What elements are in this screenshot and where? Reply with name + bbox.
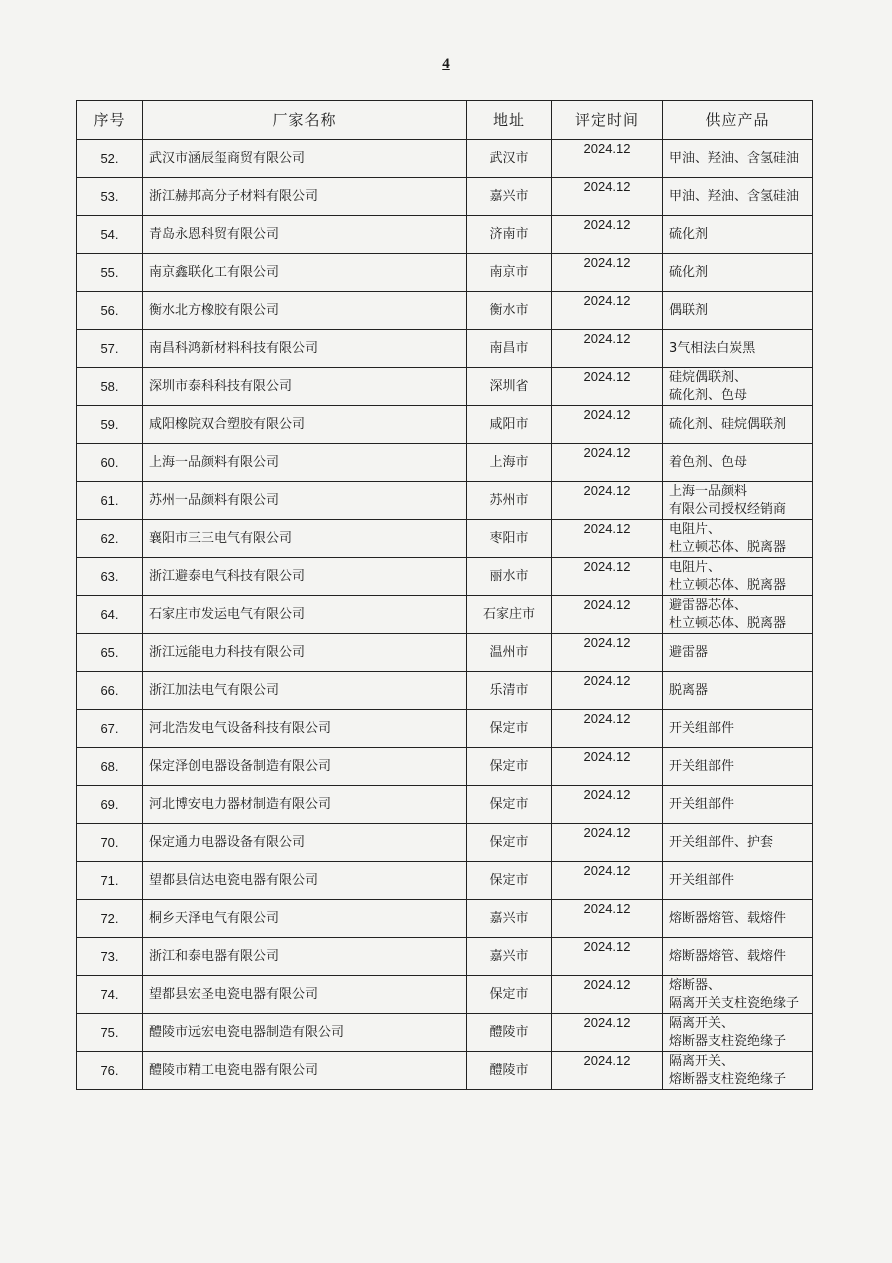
cell-name: 石家庄市发运电气有限公司 — [143, 596, 467, 634]
table-row — [77, 368, 813, 406]
supplier-table — [76, 100, 813, 1090]
header-address: 地址 — [467, 101, 552, 140]
cell-products: 偶联剂 — [663, 292, 813, 330]
cell-address: 嘉兴市 — [467, 900, 552, 938]
cell-products: 硫化剂 — [663, 254, 813, 292]
cell-products: 电阻片、 杜立顿芯体、脱离器 — [663, 520, 813, 558]
cell-date: 2024.12 — [552, 634, 663, 672]
cell-products: 开关组部件 — [663, 710, 813, 748]
cell-address: 醴陵市 — [467, 1052, 552, 1090]
cell-name: 河北博安电力器材制造有限公司 — [143, 786, 467, 824]
cell-name: 南京鑫联化工有限公司 — [143, 254, 467, 292]
cell-date: 2024.12 — [552, 254, 663, 292]
cell-date: 2024.12 — [552, 1052, 663, 1090]
cell-name: 襄阳市三三电气有限公司 — [143, 520, 467, 558]
cell-date: 2024.12 — [552, 140, 663, 178]
table-row — [77, 254, 813, 292]
cell-no: 59. — [77, 406, 143, 444]
cell-no: 54. — [77, 216, 143, 254]
cell-no: 76. — [77, 1052, 143, 1090]
cell-name: 保定泽创电器设备制造有限公司 — [143, 748, 467, 786]
cell-name: 青岛永恩科贸有限公司 — [143, 216, 467, 254]
cell-name: 武汉市涵辰玺商贸有限公司 — [143, 140, 467, 178]
cell-products: 硫化剂、硅烷偶联剂 — [663, 406, 813, 444]
cell-address: 深圳省 — [467, 368, 552, 406]
table-row — [77, 596, 813, 634]
header-date: 评定时间 — [552, 101, 663, 140]
cell-address: 保定市 — [467, 786, 552, 824]
cell-address: 苏州市 — [467, 482, 552, 520]
cell-date: 2024.12 — [552, 330, 663, 368]
cell-address: 济南市 — [467, 216, 552, 254]
cell-products: 电阻片、 杜立顿芯体、脱离器 — [663, 558, 813, 596]
cell-no: 53. — [77, 178, 143, 216]
cell-products: 着色剂、色母 — [663, 444, 813, 482]
cell-name: 浙江远能电力科技有限公司 — [143, 634, 467, 672]
cell-products: 避雷器芯体、 杜立顿芯体、脱离器 — [663, 596, 813, 634]
cell-date: 2024.12 — [552, 596, 663, 634]
cell-no: 61. — [77, 482, 143, 520]
table-row — [77, 1052, 813, 1090]
cell-date: 2024.12 — [552, 786, 663, 824]
cell-no: 63. — [77, 558, 143, 596]
header-products: 供应产品 — [663, 101, 813, 140]
cell-date: 2024.12 — [552, 1014, 663, 1052]
table-row — [77, 862, 813, 900]
header-no: 序号 — [77, 101, 143, 140]
cell-products: 开关组部件 — [663, 786, 813, 824]
cell-no: 65. — [77, 634, 143, 672]
cell-products: 熔断器熔管、载熔件 — [663, 900, 813, 938]
table-row — [77, 558, 813, 596]
cell-no: 64. — [77, 596, 143, 634]
cell-name: 南昌科鸿新材料科技有限公司 — [143, 330, 467, 368]
cell-date: 2024.12 — [552, 824, 663, 862]
cell-address: 南昌市 — [467, 330, 552, 368]
cell-address: 保定市 — [467, 824, 552, 862]
cell-date: 2024.12 — [552, 520, 663, 558]
cell-date: 2024.12 — [552, 862, 663, 900]
cell-date: 2024.12 — [552, 444, 663, 482]
header-name: 厂家名称 — [143, 101, 467, 140]
cell-name: 保定通力电器设备有限公司 — [143, 824, 467, 862]
cell-no: 67. — [77, 710, 143, 748]
cell-products: 甲油、羟油、含氢硅油 — [663, 178, 813, 216]
table-row — [77, 406, 813, 444]
cell-no: 75. — [77, 1014, 143, 1052]
cell-no: 69. — [77, 786, 143, 824]
cell-address: 保定市 — [467, 976, 552, 1014]
cell-name: 醴陵市精工电瓷电器有限公司 — [143, 1052, 467, 1090]
cell-address: 咸阳市 — [467, 406, 552, 444]
cell-no: 56. — [77, 292, 143, 330]
cell-date: 2024.12 — [552, 710, 663, 748]
table-row — [77, 672, 813, 710]
table-row — [77, 634, 813, 672]
cell-no: 72. — [77, 900, 143, 938]
cell-address: 嘉兴市 — [467, 178, 552, 216]
table-row — [77, 520, 813, 558]
cell-address: 武汉市 — [467, 140, 552, 178]
cell-no: 52. — [77, 140, 143, 178]
cell-address: 丽水市 — [467, 558, 552, 596]
cell-no: 57. — [77, 330, 143, 368]
table-row — [77, 900, 813, 938]
cell-products: 甲油、羟油、含氢硅油 — [663, 140, 813, 178]
cell-date: 2024.12 — [552, 900, 663, 938]
cell-no: 66. — [77, 672, 143, 710]
cell-address: 乐清市 — [467, 672, 552, 710]
cell-no: 55. — [77, 254, 143, 292]
cell-name: 浙江加法电气有限公司 — [143, 672, 467, 710]
cell-products: 隔离开关、 熔断器支柱瓷绝缘子 — [663, 1052, 813, 1090]
cell-name: 望都县宏圣电瓷电器有限公司 — [143, 976, 467, 1014]
cell-address: 保定市 — [467, 748, 552, 786]
cell-name: 深圳市泰科科技有限公司 — [143, 368, 467, 406]
page-number: 4 — [442, 56, 450, 72]
cell-date: 2024.12 — [552, 292, 663, 330]
table-header-row — [77, 101, 813, 140]
cell-date: 2024.12 — [552, 938, 663, 976]
cell-products: 熔断器熔管、载熔件 — [663, 938, 813, 976]
table-row — [77, 178, 813, 216]
cell-address: 上海市 — [467, 444, 552, 482]
table-row — [77, 710, 813, 748]
cell-date: 2024.12 — [552, 558, 663, 596]
cell-date: 2024.12 — [552, 368, 663, 406]
cell-date: 2024.12 — [552, 976, 663, 1014]
cell-date: 2024.12 — [552, 748, 663, 786]
cell-products: 脱离器 — [663, 672, 813, 710]
cell-products: 开关组部件 — [663, 862, 813, 900]
cell-products: 3气相法白炭黑 — [663, 330, 813, 368]
table-row — [77, 824, 813, 862]
table-row — [77, 1014, 813, 1052]
cell-date: 2024.12 — [552, 672, 663, 710]
table-row — [77, 444, 813, 482]
cell-products: 隔离开关、 熔断器支柱瓷绝缘子 — [663, 1014, 813, 1052]
cell-address: 保定市 — [467, 710, 552, 748]
cell-no: 73. — [77, 938, 143, 976]
cell-products: 熔断器、 隔离开关支柱瓷绝缘子 — [663, 976, 813, 1014]
table-row — [77, 786, 813, 824]
cell-name: 苏州一品颜料有限公司 — [143, 482, 467, 520]
cell-name: 桐乡天泽电气有限公司 — [143, 900, 467, 938]
cell-date: 2024.12 — [552, 482, 663, 520]
cell-address: 南京市 — [467, 254, 552, 292]
cell-no: 60. — [77, 444, 143, 482]
table-row — [77, 748, 813, 786]
cell-name: 咸阳橡院双合塑胶有限公司 — [143, 406, 467, 444]
cell-name: 醴陵市远宏电瓷电器制造有限公司 — [143, 1014, 467, 1052]
cell-address: 醴陵市 — [467, 1014, 552, 1052]
cell-products: 上海一品颜料 有限公司授权经销商 — [663, 482, 813, 520]
cell-no: 62. — [77, 520, 143, 558]
cell-no: 68. — [77, 748, 143, 786]
cell-address: 嘉兴市 — [467, 938, 552, 976]
table-row — [77, 938, 813, 976]
cell-name: 望都县信达电瓷电器有限公司 — [143, 862, 467, 900]
table-row — [77, 482, 813, 520]
cell-products: 开关组部件 — [663, 748, 813, 786]
cell-name: 浙江赫邦高分子材料有限公司 — [143, 178, 467, 216]
cell-date: 2024.12 — [552, 178, 663, 216]
table-row — [77, 292, 813, 330]
cell-products: 开关组部件、护套 — [663, 824, 813, 862]
cell-name: 浙江避泰电气科技有限公司 — [143, 558, 467, 596]
cell-products: 硅烷偶联剂、 硫化剂、色母 — [663, 368, 813, 406]
cell-name: 浙江和泰电器有限公司 — [143, 938, 467, 976]
cell-address: 枣阳市 — [467, 520, 552, 558]
cell-date: 2024.12 — [552, 406, 663, 444]
cell-address: 温州市 — [467, 634, 552, 672]
cell-products: 避雷器 — [663, 634, 813, 672]
cell-no: 71. — [77, 862, 143, 900]
cell-address: 石家庄市 — [467, 596, 552, 634]
cell-products: 硫化剂 — [663, 216, 813, 254]
cell-name: 衡水北方橡胶有限公司 — [143, 292, 467, 330]
cell-date: 2024.12 — [552, 216, 663, 254]
cell-address: 衡水市 — [467, 292, 552, 330]
cell-address: 保定市 — [467, 862, 552, 900]
cell-no: 58. — [77, 368, 143, 406]
cell-name: 河北浩发电气设备科技有限公司 — [143, 710, 467, 748]
cell-name: 上海一品颜料有限公司 — [143, 444, 467, 482]
cell-no: 70. — [77, 824, 143, 862]
cell-no: 74. — [77, 976, 143, 1014]
table-row — [77, 216, 813, 254]
table-row — [77, 330, 813, 368]
table-row — [77, 976, 813, 1014]
table-row — [77, 140, 813, 178]
